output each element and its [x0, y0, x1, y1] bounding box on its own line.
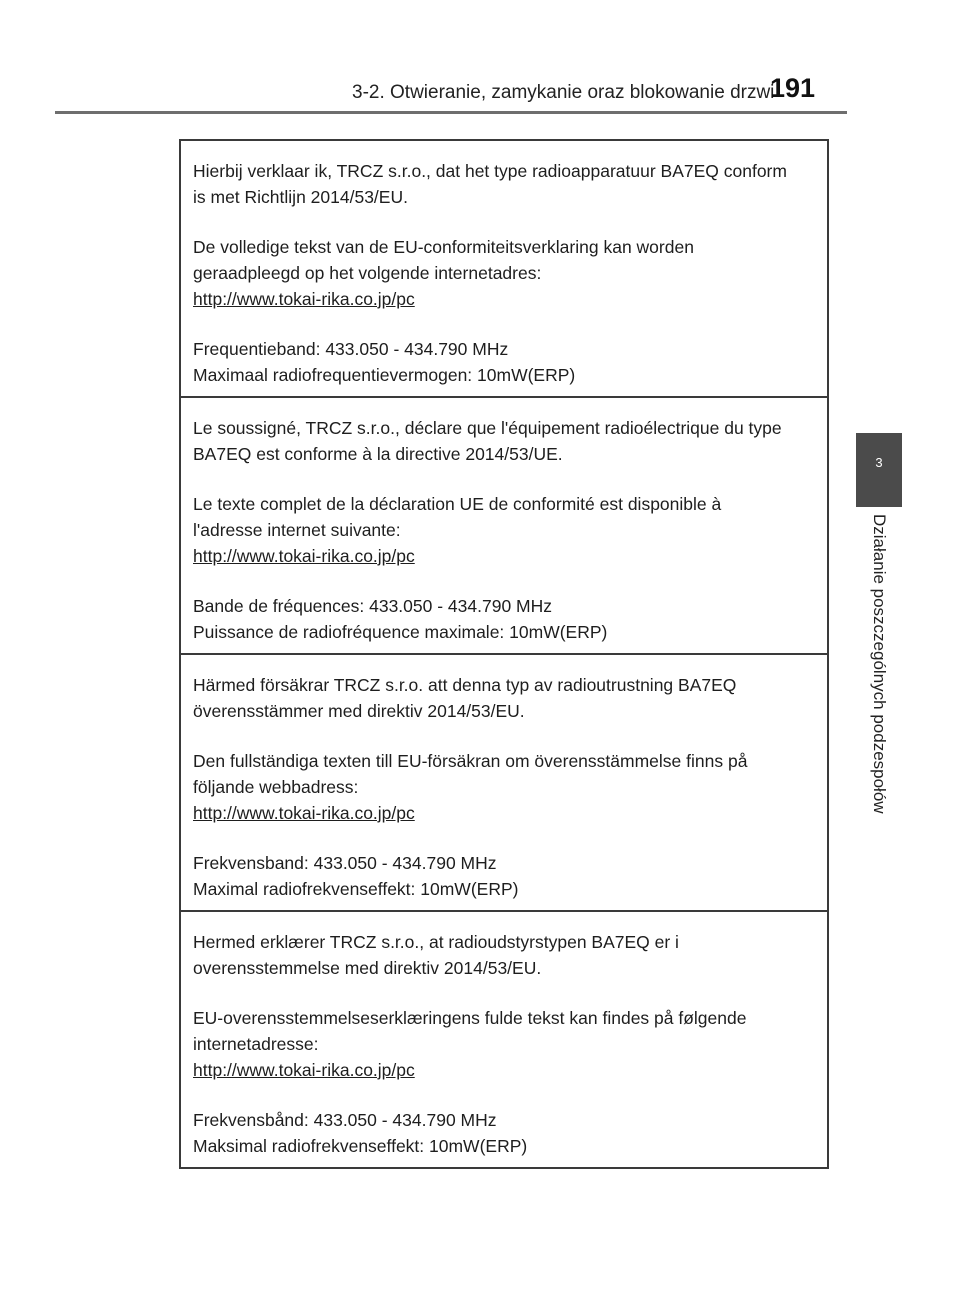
declaration-full-text: Le texte complet de la déclaration UE de conformité est disponible à l'adresse internet suivante:	[193, 494, 722, 540]
declaration-full-text: Den fullständiga texten till EU-försäkran om överensstämmelse finns på följande webbadress:	[193, 751, 748, 797]
declaration-url-link[interactable]: http://www.tokai-rika.co.jp/pc	[193, 1060, 415, 1080]
page-header-title: 3-2. Otwieranie, zamykanie oraz blokowanie drzwi	[352, 82, 775, 103]
declaration-statement: Hermed erklærer TRCZ s.r.o., at radioudstyrstypen BA7EQ er i overensstemmelse med direktiv 2014/53/EU.	[193, 932, 679, 978]
declaration-power: Maksimal radiofrekvenseffekt: 10mW(ERP)	[193, 1136, 528, 1156]
declaration-frequency: Frequentieband: 433.050 - 434.790 MHz	[193, 339, 509, 359]
declaration-url-link[interactable]: http://www.tokai-rika.co.jp/pc	[193, 803, 415, 823]
chapter-tab[interactable]	[856, 433, 902, 507]
page-number: 191	[770, 73, 816, 103]
declaration-frequency: Frekvensbånd: 433.050 - 434.790 MHz	[193, 1110, 497, 1130]
declaration-full-text: De volledige tekst van de EU-conformiteitsverklaring kan worden geraadpleegd op het volgende internetadres:	[193, 237, 694, 283]
declaration-url-link[interactable]: http://www.tokai-rika.co.jp/pc	[193, 289, 415, 309]
declaration-frequency: Frekvensband: 433.050 - 434.790 MHz	[193, 853, 497, 873]
declaration-frequency: Bande de fréquences: 433.050 - 434.790 MHz	[193, 596, 552, 616]
declaration-statement: Härmed försäkrar TRCZ s.r.o. att denna typ av radioutrustning BA7EQ överensstämmer med direktiv 2014/53/EU.	[193, 675, 737, 721]
declaration-url-link[interactable]: http://www.tokai-rika.co.jp/pc	[193, 546, 415, 566]
declaration-power: Maximal radiofrekvenseffekt: 10mW(ERP)	[193, 879, 519, 899]
chapter-number: 3	[875, 455, 883, 470]
declaration-table	[179, 139, 829, 1169]
declaration-cell-nl	[181, 141, 827, 398]
declaration-cell-sv	[181, 655, 827, 912]
header-divider	[55, 111, 847, 114]
declaration-statement: Hierbij verklaar ik, TRCZ s.r.o., dat het type radioapparatuur BA7EQ conform is met Richtlijn 2014/53/EU.	[193, 161, 787, 207]
declaration-full-text: EU-overensstemmelseserklæringens fulde tekst kan findes på følgende internetadresse:	[193, 1008, 747, 1054]
declaration-cell-da	[181, 912, 827, 1167]
chapter-label: Działanie poszczególnych podzespołów	[870, 514, 889, 814]
declaration-power: Maximaal radiofrequentievermogen: 10mW(ERP)	[193, 365, 576, 385]
declaration-statement: Le soussigné, TRCZ s.r.o., déclare que l'équipement radioélectrique du type BA7EQ est conforme à la directive 2014/53/UE.	[193, 418, 782, 464]
declaration-power: Puissance de radiofréquence maximale: 10mW(ERP)	[193, 622, 608, 642]
declaration-cell-fr	[181, 398, 827, 655]
